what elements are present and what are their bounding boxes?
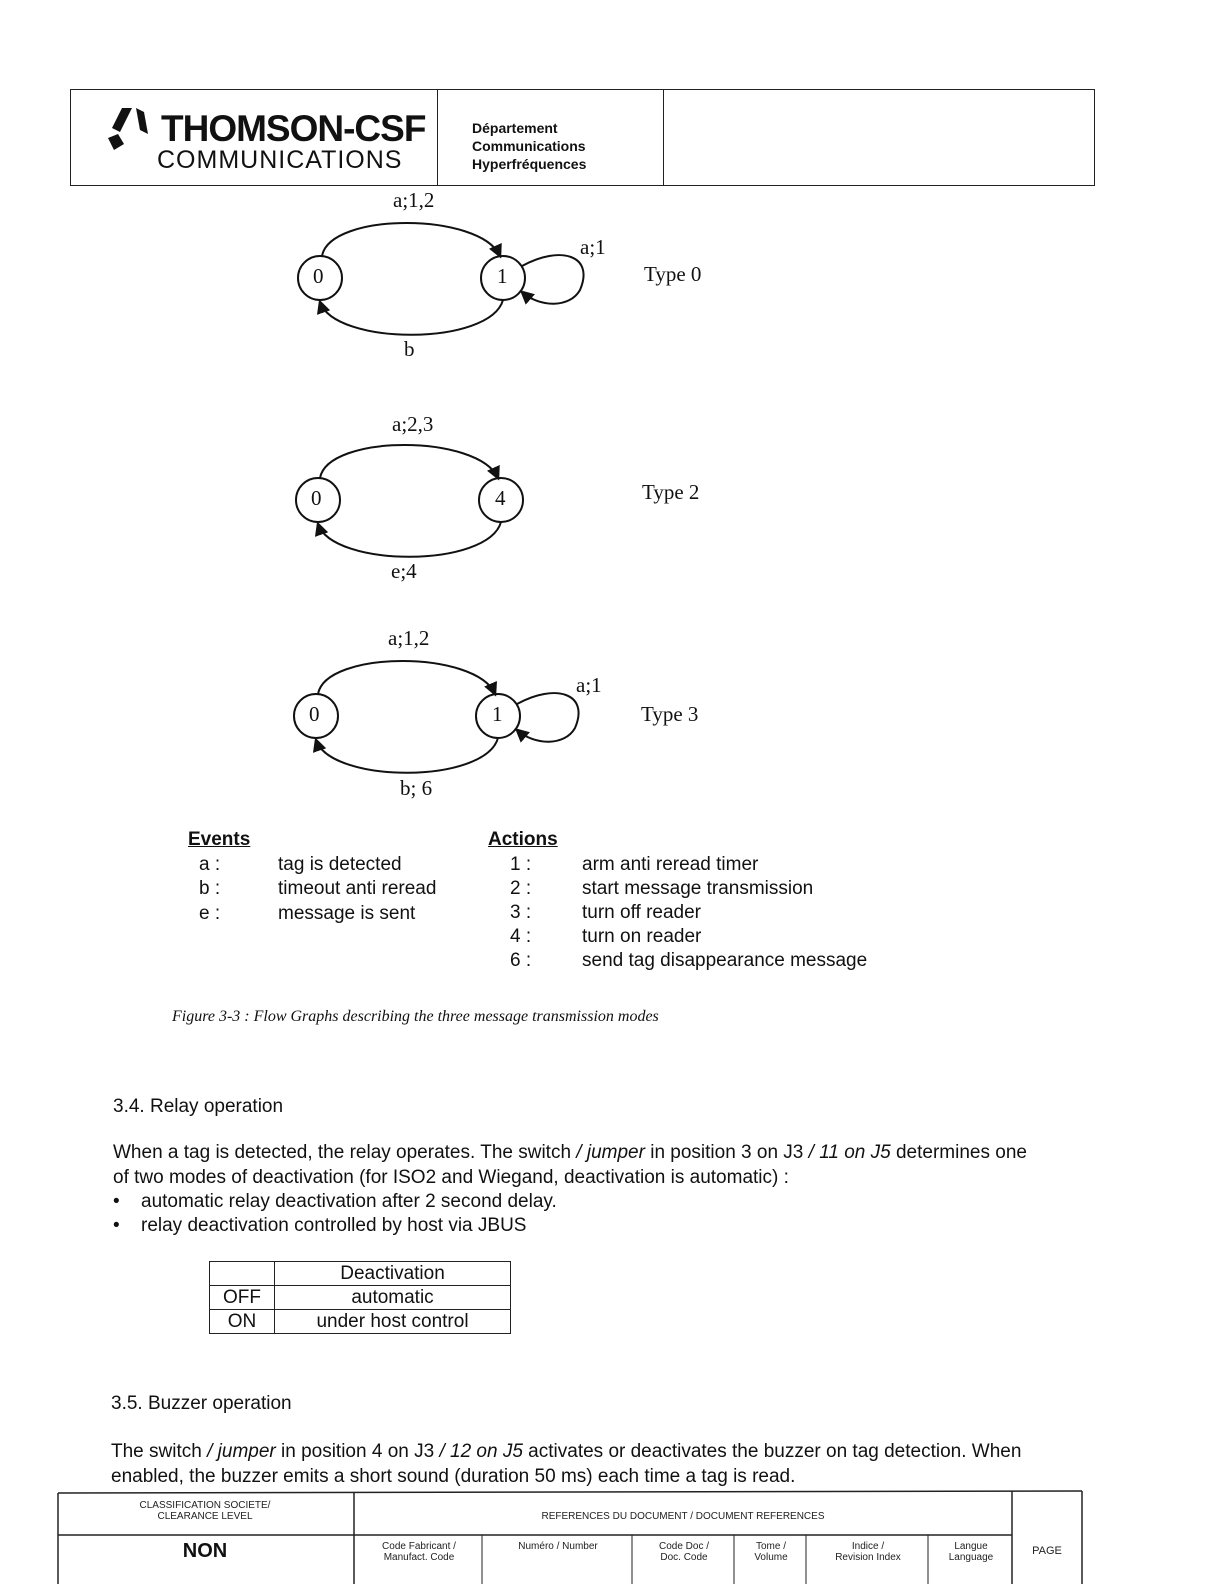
company-subtitle: COMMUNICATIONS — [157, 146, 403, 174]
company-name: THOMSON-CSF — [161, 108, 426, 149]
classification-label: CLASSIFICATION SOCIETE/ CLEARANCE LEVEL — [139, 1500, 271, 1522]
department-line-1: Département — [472, 120, 558, 136]
figure-caption: Figure 3-3 : Flow Graphs describing the three message transmission modes — [172, 1008, 659, 1025]
transition-arrow-top — [320, 445, 498, 478]
state-label-left: 0 — [313, 264, 324, 288]
action-text: arm anti reread timer — [582, 854, 759, 875]
buzzer-paragraph-line-1: The switch / jumper in position 4 on J3 / 12 on J5 activates or deactivates the buzzer on tag detection. When — [111, 1441, 1022, 1462]
edge-label-self-loop: a;1 — [576, 673, 602, 697]
edge-label-bottom: b — [404, 337, 415, 361]
edge-label-top: a;1,2 — [388, 626, 430, 650]
table-cell — [210, 1262, 275, 1286]
self-loop-arrow — [522, 255, 584, 304]
event-key: e : — [199, 903, 221, 924]
list-item: • automatic relay deactivation after 2 second delay. — [113, 1191, 557, 1212]
event-key: a : — [199, 854, 221, 875]
graph-type-label: Type 3 — [641, 702, 699, 726]
flow-graph-type-0 — [298, 223, 584, 335]
department-line-3: Hyperfréquences — [472, 156, 587, 172]
table-cell: ON — [210, 1310, 275, 1334]
action-text: start message transmission — [582, 878, 814, 899]
actions-heading: Actions — [488, 829, 558, 850]
action-text: send tag disappearance message — [582, 950, 868, 971]
footer-column-number: Numéro / Number — [518, 1541, 598, 1552]
event-text: timeout anti reread — [278, 878, 437, 899]
flow-graph-type-3 — [294, 661, 579, 773]
edge-label-bottom: b; 6 — [400, 776, 433, 800]
state-label-left: 0 — [309, 702, 320, 726]
edge-label-self-loop: a;1 — [580, 235, 606, 259]
table-row — [210, 1310, 511, 1334]
table-row — [210, 1286, 511, 1310]
action-text: turn on reader — [582, 926, 702, 947]
action-key: 6 : — [510, 950, 532, 971]
state-label-right: 4 — [495, 486, 506, 510]
action-text: turn off reader — [582, 902, 702, 923]
action-key: 3 : — [510, 902, 532, 923]
buzzer-paragraph-line-2: enabled, the buzzer emits a short sound (duration 50 ms) each time a tag is read. — [111, 1466, 796, 1487]
transition-arrow-bottom — [320, 300, 503, 335]
footer-column-doc-code: Code Doc / Doc. Code — [658, 1541, 710, 1563]
footer-column-volume: Tome / Volume — [754, 1541, 788, 1563]
relay-paragraph-line-2: of two modes of deactivation (for ISO2 and Wiegand, deactivation is automatic) : — [113, 1167, 789, 1188]
graph-type-label: Type 0 — [644, 262, 702, 286]
edge-label-top: a;1,2 — [393, 188, 435, 212]
transition-arrow-bottom — [316, 738, 498, 773]
graph-type-label: Type 2 — [642, 480, 700, 504]
transition-arrow-bottom — [318, 522, 501, 557]
list-item: • relay deactivation controlled by host via JBUS — [113, 1215, 527, 1236]
action-key: 4 : — [510, 926, 532, 947]
deactivation-table — [209, 1261, 511, 1334]
edge-label-bottom: e;4 — [391, 559, 417, 583]
event-text: message is sent — [278, 903, 416, 924]
table-row — [210, 1262, 511, 1286]
footer-column-revision-index: Indice / Revision Index — [835, 1541, 901, 1563]
event-key: b : — [199, 878, 221, 899]
page-label: PAGE — [1032, 1545, 1062, 1557]
edge-label-top: a;2,3 — [392, 412, 434, 436]
flow-graph-type-2 — [296, 445, 523, 557]
state-label-right: 1 — [497, 264, 508, 288]
event-text: tag is detected — [278, 854, 402, 875]
table-cell: automatic — [275, 1286, 511, 1310]
classification-value: NON — [182, 1540, 228, 1562]
state-label-right: 1 — [492, 702, 503, 726]
section-heading-relay: 3.4. Relay operation — [113, 1096, 284, 1117]
table-cell: OFF — [210, 1286, 275, 1310]
references-title: REFERENCES DU DOCUMENT / DOCUMENT REFERENCES — [541, 1511, 825, 1522]
self-loop-arrow — [517, 693, 579, 742]
footer-column-language: Langue Language — [948, 1541, 994, 1563]
action-key: 2 : — [510, 878, 532, 899]
action-key: 1 : — [510, 854, 532, 875]
footer-column-manufact-code: Code Fabricant / Manufact. Code — [382, 1541, 456, 1563]
state-label-left: 0 — [311, 486, 322, 510]
section-heading-buzzer: 3.5. Buzzer operation — [111, 1393, 292, 1414]
transition-arrow-top — [318, 661, 495, 694]
department-line-2: Communications — [472, 138, 586, 154]
events-heading: Events — [188, 829, 251, 850]
table-header-cell: Deactivation — [275, 1262, 511, 1286]
transition-arrow-top — [322, 223, 500, 256]
relay-paragraph-line-1: When a tag is detected, the relay operates. The switch / jumper in position 3 on J3 / 11 on J5 determines one — [113, 1142, 1027, 1163]
bullet-icon: • — [113, 1191, 120, 1212]
bullet-icon: • — [113, 1215, 120, 1236]
table-cell: under host control — [275, 1310, 511, 1334]
